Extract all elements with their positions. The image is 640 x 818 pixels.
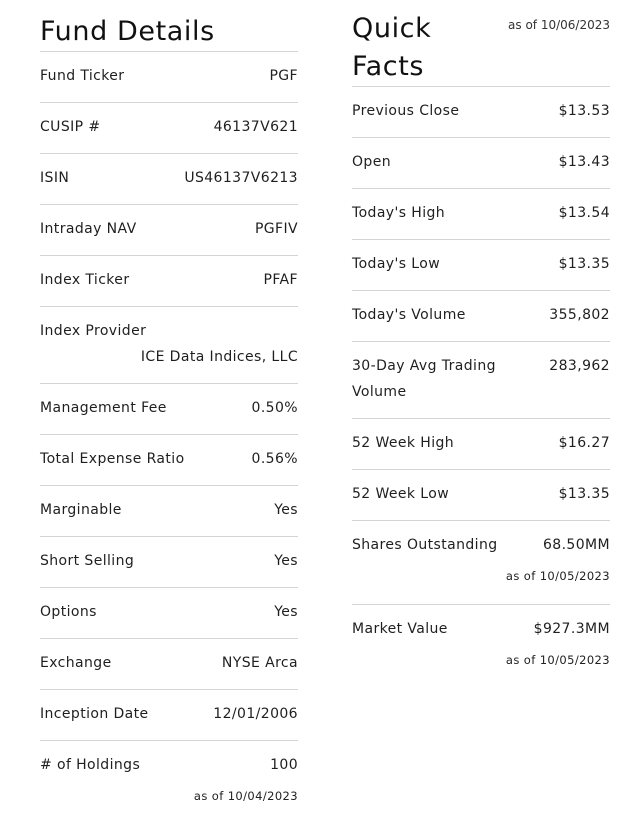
row-label: Short Selling (40, 553, 135, 569)
row-label: ISIN (40, 170, 70, 186)
quick-facts-as-of: as of 10/06/2023 (508, 18, 610, 32)
row-label: Today's Volume (352, 307, 466, 323)
row-value: $13.35 (558, 256, 610, 272)
row-label: Today's High (352, 205, 446, 221)
row-value: $13.35 (558, 486, 610, 502)
row-value: 0.56% (251, 451, 298, 467)
row-value: Yes (274, 604, 298, 620)
row-label: Options (40, 604, 97, 620)
market-value-row (352, 605, 610, 689)
52-week-high-row (352, 419, 610, 470)
row-label: Open (352, 154, 391, 170)
row-value: 68.50MM (542, 537, 610, 553)
index-provider-row (40, 307, 298, 384)
row-value: 100 (270, 757, 298, 773)
previous-close-row (352, 87, 610, 138)
exchange-row (40, 639, 298, 690)
row-value: $13.53 (558, 103, 610, 119)
fund-details-list (40, 51, 298, 811)
todays-low-row (352, 240, 610, 291)
row-label: Previous Close (352, 103, 460, 119)
fund-details-panel (40, 0, 298, 811)
total-expense-ratio-row (40, 435, 298, 486)
row-value: 12/01/2006 (213, 706, 298, 722)
shares-outstanding-row (352, 521, 610, 605)
52-week-low-row (352, 470, 610, 521)
options-row (40, 588, 298, 639)
row-value: $13.43 (558, 154, 610, 170)
quick-facts-list (352, 86, 610, 689)
row-label: Market Value (352, 621, 448, 637)
row-value: PGFIV (254, 221, 298, 237)
marginable-row (40, 486, 298, 537)
index-ticker-row (40, 256, 298, 307)
row-label: Index Provider (40, 323, 147, 339)
row-label: Exchange (40, 655, 112, 671)
row-label: # of Holdings (40, 757, 141, 773)
intraday-nav-row (40, 205, 298, 256)
short-selling-row (40, 537, 298, 588)
row-value: Yes (274, 502, 298, 518)
row-label: Marginable (40, 502, 122, 518)
row-value: 0.50% (251, 400, 298, 416)
holdings-row (40, 741, 298, 811)
row-value: ICE Data Indices, LLC (140, 349, 298, 365)
quick-facts-header (352, 0, 610, 86)
row-value: 46137V621 (213, 119, 298, 135)
row-value: $927.3MM (533, 621, 610, 637)
row-label: Inception Date (40, 706, 149, 722)
row-value: $16.27 (558, 435, 610, 451)
row-value: 283,962 (549, 358, 610, 374)
row-label: Total Expense Ratio (40, 451, 185, 467)
quick-facts-panel (352, 0, 610, 689)
row-label: Index Ticker (40, 272, 130, 288)
cusip-row (40, 103, 298, 154)
inception-date-row (40, 690, 298, 741)
todays-volume-row (352, 291, 610, 342)
quick-facts-title: Quick Facts (352, 13, 432, 82)
row-label: Management Fee (40, 400, 167, 416)
row-value: $13.54 (558, 205, 610, 221)
row-label: CUSIP # (40, 119, 101, 135)
as-of-note: as of 10/04/2023 (193, 789, 298, 803)
row-value: PFAF (263, 272, 298, 288)
row-value: US46137V6213 (184, 170, 298, 186)
row-label: 52 Week Low (352, 486, 450, 502)
row-label: 52 Week High (352, 435, 455, 451)
management-fee-row (40, 384, 298, 435)
row-label: Shares Outstanding (352, 537, 498, 553)
fund-details-title: Fund Details (40, 16, 215, 47)
isin-row (40, 154, 298, 205)
as-of-note: as of 10/05/2023 (505, 653, 610, 667)
row-label: Fund Ticker (40, 68, 125, 84)
row-label: Intraday NAV (40, 221, 137, 237)
row-value: PGF (269, 68, 298, 84)
as-of-note: as of 10/05/2023 (505, 569, 610, 583)
row-value: Yes (274, 553, 298, 569)
avg-trading-volume-row (352, 342, 610, 419)
row-value: NYSE Arca (221, 655, 298, 671)
open-row (352, 138, 610, 189)
row-value: 355,802 (549, 307, 610, 323)
fund-ticker-row (40, 52, 298, 103)
row-label: Today's Low (352, 256, 441, 272)
row-label: 30-Day Avg Trading Volume (352, 358, 496, 400)
todays-high-row (352, 189, 610, 240)
